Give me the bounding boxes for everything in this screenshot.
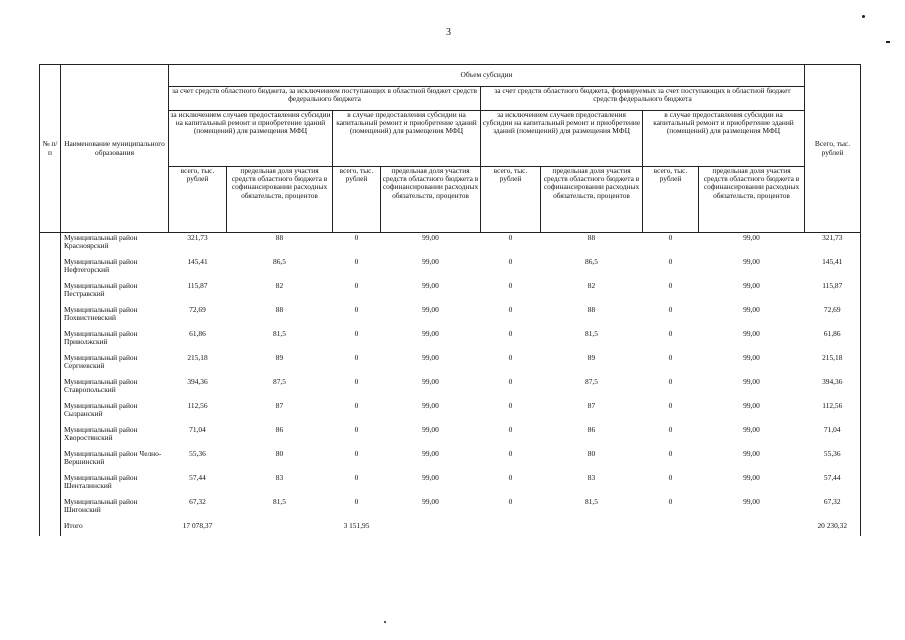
cell-a-case-sum: 0 xyxy=(354,473,359,482)
cell-a-excl-sum: 57,44 xyxy=(189,473,206,482)
cell-b-case-sum: 0 xyxy=(668,329,673,338)
col-sum-header: всего, тыс. рублей xyxy=(643,167,699,233)
table-row xyxy=(40,306,861,330)
cell-num xyxy=(40,378,61,402)
col-volume-header: Объем субсидии xyxy=(169,65,805,87)
cell-total: 112,56 xyxy=(805,402,861,426)
cell-name: Муниципальный район Шенталинский xyxy=(64,473,138,491)
table-row xyxy=(40,233,861,259)
cell-a-excl-sum: 115,87 xyxy=(187,281,208,290)
table-row xyxy=(40,378,861,402)
cell-total: 57,44 xyxy=(805,474,861,498)
cell-total: 72,69 xyxy=(805,306,861,330)
cell-b-case-sum: 0 xyxy=(668,425,673,434)
cell-a-excl-share: 89 xyxy=(275,353,284,362)
cell-a-excl-share: 81,5 xyxy=(273,497,286,506)
cell-total: 55,36 xyxy=(805,450,861,474)
cell-num xyxy=(40,426,61,450)
cell-b-case-share: 99,00 xyxy=(743,497,760,506)
group-a-header: за счет средств областного бюджета, за исключением поступающих в областной бюджет средств федерального бюджета xyxy=(169,87,481,111)
cell-name: Итого xyxy=(64,521,83,530)
cell-total: 145,41 xyxy=(805,258,861,282)
cell-b-case-sum: 0 xyxy=(668,233,673,242)
cell-b-case-share: 99,00 xyxy=(743,353,760,362)
col-share-header: предельная доля участия средств областного бюджета в софинансировании расходных обязательств, процентов xyxy=(381,167,481,233)
cell-a-case-share: 99,00 xyxy=(422,281,439,290)
table-row xyxy=(40,330,861,354)
col-share-header: предельная доля участия средств областного бюджета в софинансировании расходных обязательств, процентов xyxy=(699,167,805,233)
group-a-case-header: в случае предоставления субсидии на капитальный ремонт и приобретение зданий (помещений) для размещения МФЦ xyxy=(333,111,481,167)
cell-b-case-sum: 0 xyxy=(668,497,673,506)
col-name-header: Наименование муниципального образования xyxy=(61,65,169,233)
cell-b-excl-sum: 0 xyxy=(508,449,513,458)
table-row xyxy=(40,498,861,522)
cell-b-case-sum: 0 xyxy=(668,377,673,386)
cell-b-excl-sum: 0 xyxy=(508,473,513,482)
cell-name: Муниципальный район Ставропольский xyxy=(64,377,138,395)
cell-a-case-sum: 0 xyxy=(354,233,359,242)
cell-a-excl-share: 86,5 xyxy=(273,257,286,266)
page-number: 3 xyxy=(446,27,451,38)
cell-total: 71,04 xyxy=(805,426,861,450)
cell-b-case-share: 99,00 xyxy=(743,281,760,290)
cell-num xyxy=(40,450,61,474)
cell-b-case-share: 99,00 xyxy=(743,473,760,482)
cell-name: Муниципальный район Приволжский xyxy=(64,329,138,347)
cell-a-excl-share xyxy=(227,522,333,536)
col-sum-header: всего, тыс. рублей xyxy=(333,167,381,233)
group-b-case-header: в случае предоставления субсидии на капитальный ремонт и приобретение зданий (помещений) для размещения МФЦ xyxy=(643,111,805,167)
cell-name: Муниципальный район Шигонский xyxy=(64,497,138,515)
scan-speck xyxy=(886,41,890,43)
cell-a-excl-share: 81,5 xyxy=(273,329,286,338)
cell-b-excl-share: 87 xyxy=(587,401,596,410)
cell-b-excl-sum: 0 xyxy=(508,497,513,506)
cell-b-case-sum: 0 xyxy=(668,281,673,290)
cell-name: Муниципальный район Хворостянский xyxy=(64,425,138,443)
group-b-excl-header: за исключением случаев предоставления субсидии на капитальный ремонт и приобретение зданий (помещений) для размещения МФЦ xyxy=(481,111,643,167)
cell-b-case-sum: 0 xyxy=(668,473,673,482)
cell-b-case-share: 99,00 xyxy=(743,305,760,314)
cell-a-case-share: 99,00 xyxy=(422,401,439,410)
cell-total: 321,73 xyxy=(805,233,861,259)
cell-a-case-share: 99,00 xyxy=(422,425,439,434)
cell-b-excl-share: 86,5 xyxy=(585,257,598,266)
cell-a-case-share: 99,00 xyxy=(422,233,439,242)
cell-b-case-sum: 0 xyxy=(668,257,673,266)
cell-b-case-sum xyxy=(643,522,699,536)
cell-b-excl-sum xyxy=(481,522,541,536)
cell-a-case-sum: 0 xyxy=(354,305,359,314)
cell-a-case-share: 99,00 xyxy=(422,305,439,314)
col-share-header: предельная доля участия средств областного бюджета в софинансировании расходных обязательств, процентов xyxy=(227,167,333,233)
table-header xyxy=(40,65,861,233)
scan-speck xyxy=(384,621,386,623)
cell-b-excl-sum: 0 xyxy=(508,305,513,314)
cell-a-case-share: 99,00 xyxy=(422,329,439,338)
cell-num xyxy=(40,233,61,259)
cell-num xyxy=(40,522,61,536)
cell-num xyxy=(40,354,61,378)
cell-a-case-share: 99,00 xyxy=(422,473,439,482)
cell-num xyxy=(40,258,61,282)
cell-b-excl-share: 81,5 xyxy=(585,497,598,506)
cell-b-excl-share: 88 xyxy=(587,305,596,314)
cell-b-excl-share: 81,5 xyxy=(585,329,598,338)
cell-a-excl-share: 87,5 xyxy=(273,377,286,386)
cell-a-case-sum: 0 xyxy=(354,281,359,290)
cell-a-excl-share: 80 xyxy=(275,449,284,458)
cell-num xyxy=(40,282,61,306)
cell-a-excl-sum: 67,32 xyxy=(189,497,206,506)
cell-b-excl-share: 82 xyxy=(587,281,596,290)
scan-speck xyxy=(862,15,865,18)
cell-b-case-share: 99,00 xyxy=(743,257,760,266)
cell-a-excl-sum: 71,04 xyxy=(189,425,206,434)
cell-name: Муниципальный район Челно-Вершинский xyxy=(64,449,162,467)
cell-b-excl-sum: 0 xyxy=(508,353,513,362)
cell-a-excl-share: 87 xyxy=(275,401,284,410)
cell-b-excl-sum: 0 xyxy=(508,233,513,242)
cell-a-case-sum: 0 xyxy=(354,497,359,506)
cell-b-case-share: 99,00 xyxy=(743,329,760,338)
total-row xyxy=(40,522,861,536)
table-row xyxy=(40,474,861,498)
cell-num xyxy=(40,306,61,330)
cell-a-excl-sum: 55,36 xyxy=(189,449,206,458)
cell-a-case-sum: 0 xyxy=(354,257,359,266)
cell-a-excl-sum: 61,86 xyxy=(189,329,206,338)
cell-a-case-share: 99,00 xyxy=(422,449,439,458)
table-row xyxy=(40,402,861,426)
cell-a-excl-sum: 394,36 xyxy=(187,377,208,386)
cell-b-excl-sum: 0 xyxy=(508,329,513,338)
cell-total: 20 230,32 xyxy=(805,522,861,536)
cell-b-excl-share: 83 xyxy=(587,473,596,482)
cell-b-case-sum: 0 xyxy=(668,449,673,458)
table-row xyxy=(40,426,861,450)
cell-total: 115,87 xyxy=(805,282,861,306)
cell-name: Муниципальный район Сызранский xyxy=(64,401,138,419)
cell-num xyxy=(40,402,61,426)
col-sum-header: всего, тыс. рублей xyxy=(169,167,227,233)
cell-a-excl-share: 83 xyxy=(275,473,284,482)
col-num-header: № п/п xyxy=(40,65,61,233)
cell-num xyxy=(40,474,61,498)
table-row xyxy=(40,450,861,474)
cell-b-case-share: 99,00 xyxy=(743,425,760,434)
cell-num xyxy=(40,498,61,522)
cell-b-excl-sum: 0 xyxy=(508,425,513,434)
cell-a-excl-share: 82 xyxy=(275,281,284,290)
cell-a-case-share: 99,00 xyxy=(422,353,439,362)
cell-b-case-share: 99,00 xyxy=(743,233,760,242)
cell-a-excl-sum: 215,18 xyxy=(187,353,208,362)
cell-a-case-sum: 0 xyxy=(354,353,359,362)
cell-a-case-sum: 3 151,95 xyxy=(343,521,370,530)
cell-name: Муниципальный район Пестравский xyxy=(64,281,138,299)
cell-a-case-sum: 0 xyxy=(354,329,359,338)
cell-a-case-sum: 0 xyxy=(354,401,359,410)
cell-a-case-share: 99,00 xyxy=(422,497,439,506)
cell-b-excl-sum: 0 xyxy=(508,257,513,266)
table-row xyxy=(40,354,861,378)
cell-b-excl-share: 88 xyxy=(587,233,596,242)
table-row xyxy=(40,282,861,306)
cell-a-excl-sum: 72,69 xyxy=(189,305,206,314)
cell-b-case-share xyxy=(699,522,805,536)
cell-b-case-share: 99,00 xyxy=(743,377,760,386)
table-body xyxy=(40,233,861,537)
cell-total: 215,18 xyxy=(805,354,861,378)
cell-a-case-share xyxy=(381,522,481,536)
cell-num xyxy=(40,330,61,354)
subsidy-table xyxy=(39,64,861,536)
cell-a-excl-sum: 145,41 xyxy=(187,257,208,266)
cell-name: Муниципальный район Похвистневский xyxy=(64,305,138,323)
cell-b-excl-sum: 0 xyxy=(508,281,513,290)
cell-b-case-share: 99,00 xyxy=(743,401,760,410)
cell-b-excl-share: 86 xyxy=(587,425,596,434)
cell-b-excl-share: 87,5 xyxy=(585,377,598,386)
col-share-header: предельная доля участия средств областного бюджета в софинансировании расходных обязательств, процентов xyxy=(541,167,643,233)
cell-b-case-sum: 0 xyxy=(668,305,673,314)
col-sum-header: всего, тыс. рублей xyxy=(481,167,541,233)
cell-a-excl-sum: 112,56 xyxy=(187,401,208,410)
cell-name: Муниципальный район Красноярский xyxy=(64,233,138,251)
group-b-header: за счет средств областного бюджета, формируемых за счет поступающих в областной бюджет средств федерального бюджета xyxy=(481,87,805,111)
cell-a-case-share: 99,00 xyxy=(422,377,439,386)
cell-total: 67,32 xyxy=(805,498,861,522)
cell-b-case-share: 99,00 xyxy=(743,449,760,458)
cell-name: Муниципальный район Сергиевский xyxy=(64,353,138,371)
cell-b-excl-share xyxy=(541,522,643,536)
col-total-header: Всего, тыс. рублей xyxy=(805,65,861,233)
cell-b-excl-share: 80 xyxy=(587,449,596,458)
cell-a-case-sum: 0 xyxy=(354,449,359,458)
cell-a-excl-share: 86 xyxy=(275,425,284,434)
cell-total: 394,36 xyxy=(805,378,861,402)
cell-a-excl-share: 88 xyxy=(275,305,284,314)
cell-a-case-share: 99,00 xyxy=(422,257,439,266)
cell-b-excl-share: 89 xyxy=(587,353,596,362)
cell-a-excl-share: 88 xyxy=(275,233,284,242)
cell-b-excl-sum: 0 xyxy=(508,401,513,410)
cell-a-case-sum: 0 xyxy=(354,377,359,386)
group-a-excl-header: за исключением случаев предоставления субсидии на капитальный ремонт и приобретение зданий (помещений) для размещения МФЦ xyxy=(169,111,333,167)
table-row xyxy=(40,258,861,282)
cell-name: Муниципальный район Нефтегорский xyxy=(64,257,138,275)
cell-a-case-sum: 0 xyxy=(354,425,359,434)
cell-b-excl-sum: 0 xyxy=(508,377,513,386)
cell-a-excl-sum: 321,73 xyxy=(187,233,208,242)
cell-b-case-sum: 0 xyxy=(668,401,673,410)
cell-total: 61,86 xyxy=(805,330,861,354)
cell-a-excl-sum: 17 078,37 xyxy=(182,521,213,530)
cell-b-case-sum: 0 xyxy=(668,353,673,362)
